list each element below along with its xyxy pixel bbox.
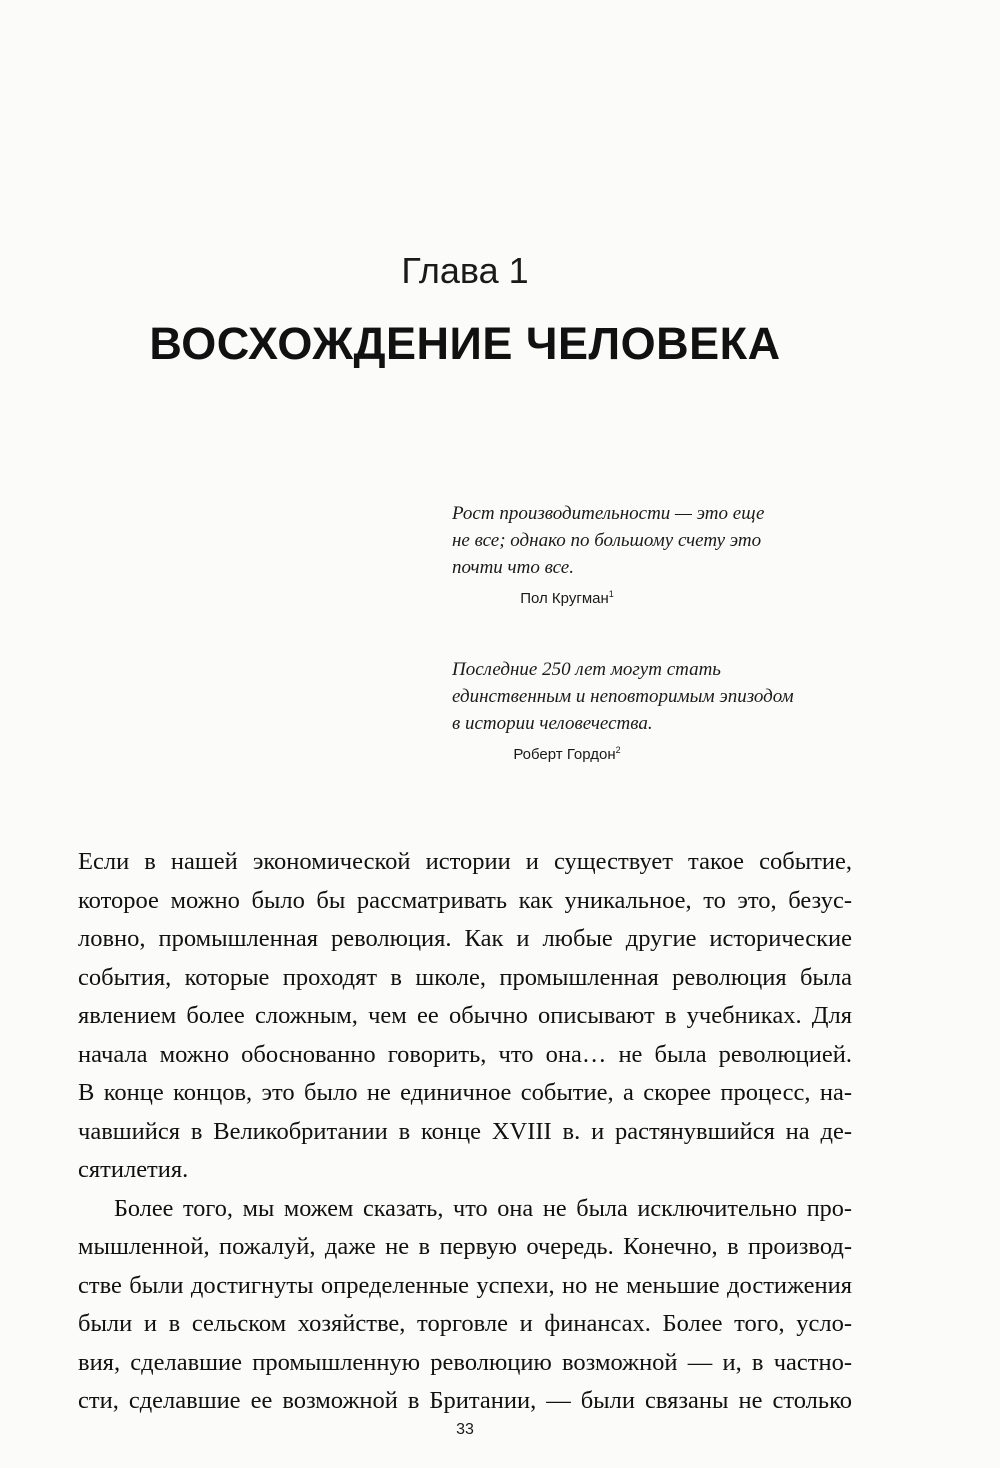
epigraph-line: не все; однако по большому счету это xyxy=(452,530,762,551)
epigraph-author-name: Роберт Гордон xyxy=(513,746,616,763)
text-line: В конце концов, это было не единичное событие, а скорее процесс, на- xyxy=(78,1079,852,1106)
text-line: мышленной, пожалуй, даже не в первую очередь. Конечно, в производ- xyxy=(78,1233,852,1260)
epigraph-line: почти что все. xyxy=(452,557,574,578)
text-line: ловно, промышленная революция. Как и любые другие исторические xyxy=(78,925,852,952)
text-line: вия, сделавшие промышленную революцию возможной — и, в частно- xyxy=(78,1348,852,1376)
epigraph-author xyxy=(452,590,682,607)
epigraph-quote xyxy=(452,656,852,737)
text-line: явлением более сложным, чем ее обычно описывают в учебниках. Для xyxy=(78,1002,852,1029)
epigraph-line: в истории человечества. xyxy=(452,713,653,734)
text-line: чавшийся в Великобритании в конце XVIII в. и растянувшийся на де- xyxy=(78,1117,852,1145)
text-line: начала можно обоснованно говорить, что она… не была революцией. xyxy=(78,1040,852,1068)
text-line: сти, сделавшие ее возможной в Британии, — были связаны не столько xyxy=(78,1387,852,1414)
paragraph xyxy=(78,1190,852,1421)
epigraph-quote xyxy=(452,500,852,581)
chapter-title: ВОСХОЖДЕНИЕ ЧЕЛОВЕКА xyxy=(149,318,781,369)
epigraph xyxy=(452,500,852,607)
epigraph xyxy=(452,656,852,763)
epigraph-line: единственным и неповторимым эпизодом xyxy=(452,686,794,707)
text-line: Более того, мы можем сказать, что она не была исключительно про- xyxy=(114,1194,852,1222)
body-text xyxy=(78,843,852,1421)
text-line: которое можно было бы рассматривать как уникальное, то это, безус- xyxy=(78,886,852,914)
paragraph xyxy=(78,843,852,1190)
text-line: события, которые проходят в школе, промышленная революция была xyxy=(78,963,852,991)
epigraph-author-name: Пол Кругман xyxy=(520,590,609,607)
epigraph-line: Рост производительности — это еще xyxy=(452,503,765,524)
footnote-marker: 2 xyxy=(615,745,621,755)
epigraph-author xyxy=(452,746,682,763)
page-number: 33 xyxy=(456,1421,474,1438)
text-line: Если в нашей экономической истории и существует такое событие, xyxy=(78,848,852,875)
text-line: стве были достигнуты определенные успехи, но не меньшие достижения xyxy=(78,1271,852,1299)
epigraph-line: Последние 250 лет могут стать xyxy=(452,659,721,680)
chapter-label: Глава 1 xyxy=(401,250,529,291)
footnote-marker: 1 xyxy=(608,589,614,599)
text-line: сятилетия. xyxy=(78,1156,189,1183)
text-line: были и в сельском хозяйстве, торговле и финансах. Более того, усло- xyxy=(78,1310,852,1337)
